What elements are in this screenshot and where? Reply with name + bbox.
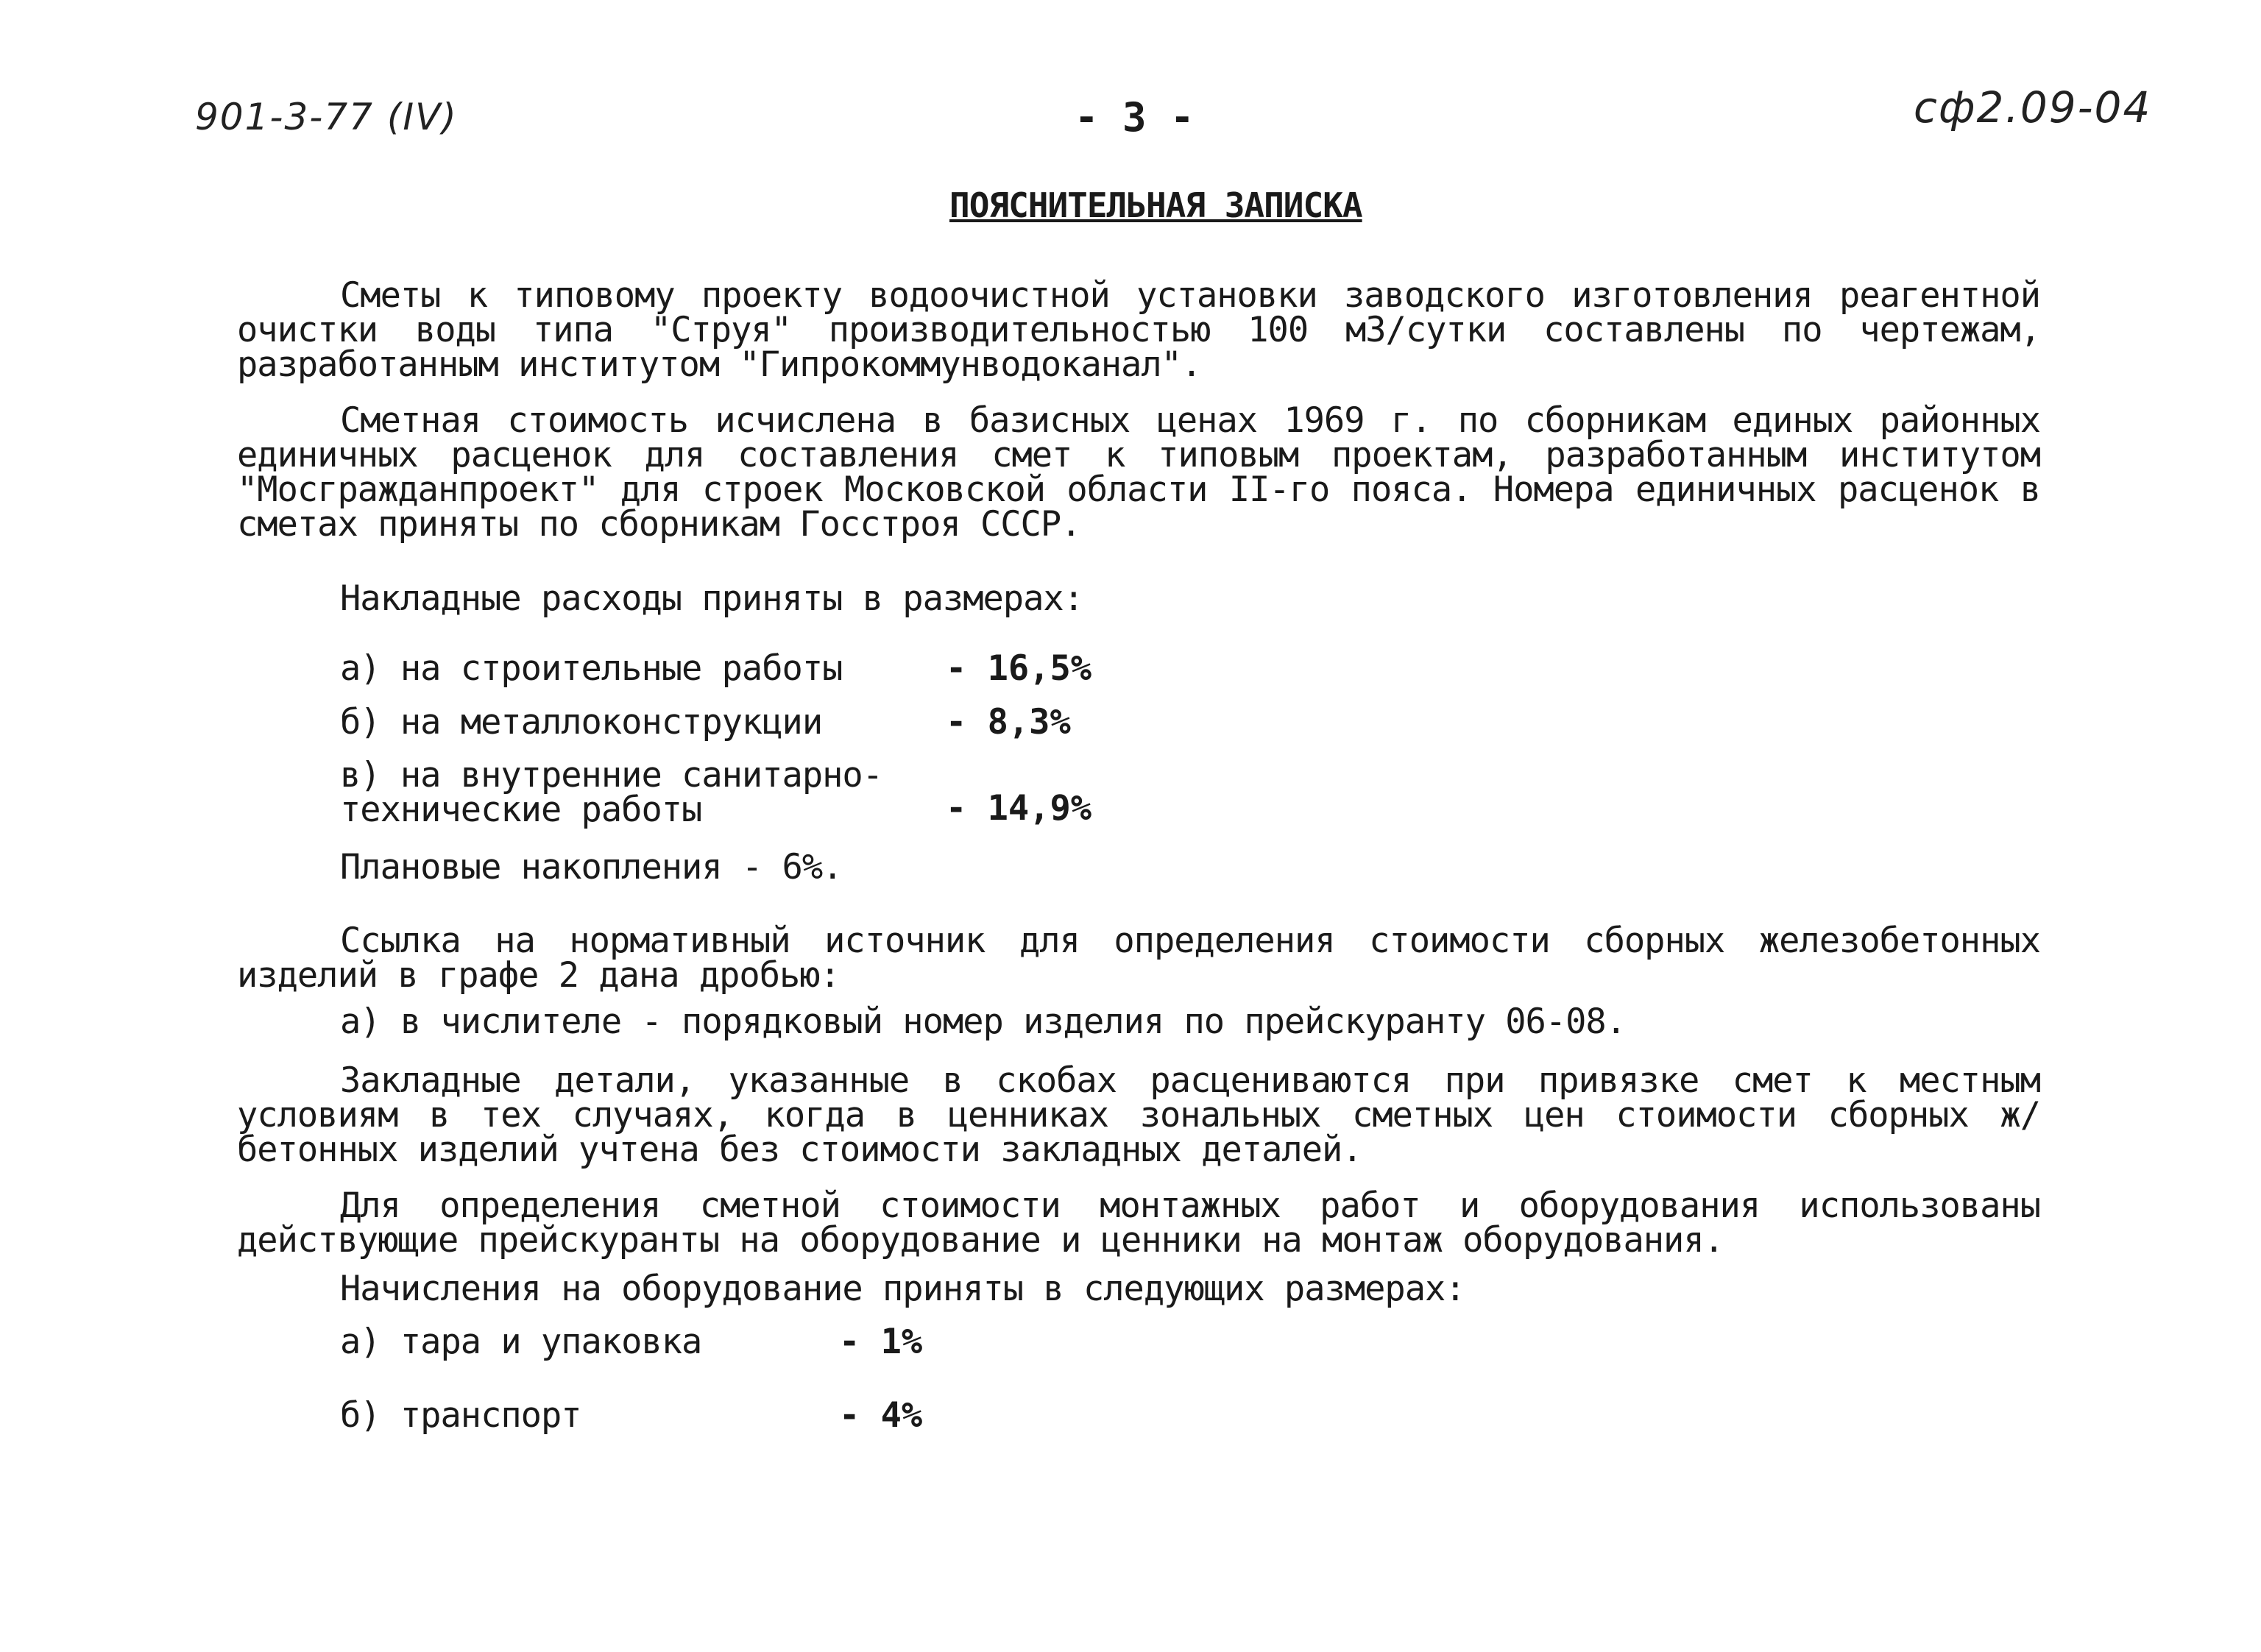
charges-intro: Начисления на оборудование приняты в следующих размерах:	[340, 1269, 1465, 1309]
charge-item-label: а) тара и упаковка	[340, 1322, 702, 1362]
charge-item-value: - 1%	[839, 1322, 923, 1362]
paragraph-equipment: Для определения сметной стоимости монтажных работ и оборудования использованы действующие прейскуранты на оборудование и ценники на монтаж оборудования.	[237, 1185, 2040, 1261]
page-number: - 3 -	[1075, 94, 1195, 141]
overhead-item-label: в) на внутренние санитарно-технические работы	[340, 755, 883, 830]
paragraph-intro: Сметы к типовому проекту водоочистной установки заводского изготовления реагентной очистки воды типа "Струя" производительностью 100 м3/сутки составлены по чертежам, разработанным институтом "Гипрокоммунводоканал".	[237, 275, 2040, 385]
document-code: 901-3-77 (IV)	[195, 96, 458, 138]
overhead-item-label: а) на строительные работы	[340, 648, 843, 689]
sheet-code: сф2.09-04	[1914, 82, 2152, 132]
overhead-item-value: - 16,5%	[946, 648, 1092, 689]
paragraph-cost: Сметная стоимость исчислена в базисных ценах 1969 г. по сборникам единых районных единичных расценок для составления смет к типовым проектам, разработанным институтом "Мосгражданпроект" для строек Московской области II-го пояса. Номера единичных расценок в сметах приняты по сборникам Госстроя СССР.	[237, 400, 2040, 545]
reference-item: а) в числителе - порядковый номер изделия по прейскуранту 06-08.	[340, 1002, 1626, 1042]
overhead-item-value: - 8,3%	[946, 702, 1071, 742]
document-title: ПОЯСНИТЕЛЬНАЯ ЗАПИСКА	[949, 185, 1362, 225]
overhead-intro: Накладные расходы приняты в размерах:	[340, 578, 1083, 619]
charge-item-value: - 4%	[839, 1395, 923, 1436]
overhead-item-value: - 14,9%	[946, 788, 1092, 829]
planned-savings: Плановые накопления - 6%.	[340, 847, 843, 887]
paragraph-reference: Ссылка на нормативный источник для определения стоимости сборных железобетонных изделий в графе 2 дана дробью:	[237, 921, 2040, 996]
charge-item-label: б) транспорт	[340, 1395, 581, 1436]
overhead-item-label: б) на металлоконструкции	[340, 702, 823, 742]
paragraph-embedded-parts: Закладные детали, указанные в скобах расцениваются при привязке смет к местным условиям в тех случаях, когда в ценниках зональных сметных цен стоимости сборных ж/бетонных изделий учтена без стоимости закладных деталей.	[237, 1060, 2040, 1170]
